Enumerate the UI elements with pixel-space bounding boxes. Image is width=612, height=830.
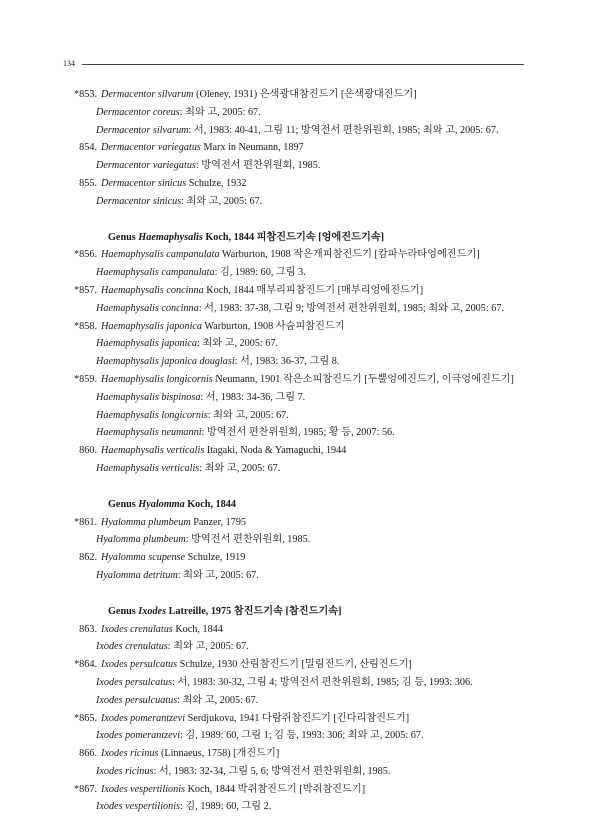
synonym-citation: : 김, 1989: 60, 그림 1; 김 등, 1993: 306; 최와 고, 2005: 67.	[180, 730, 424, 742]
species-number: 855.	[79, 177, 97, 189]
synonym-citation: : 서, 1983: 30-32, 그림 4; 방역전서 편찬위원회, 1985; 김 등, 1993: 306.	[172, 676, 473, 688]
species-authority: Warburton, 1908 작은개피참진드기 [캄파누라타엉에진드기]	[219, 249, 480, 261]
species-name: Dermacentor silvarum	[101, 89, 194, 100]
species-authority: (Linnaeus, 1758) [개진드기]	[158, 748, 280, 760]
synonym-name: Ixodes pomerantzevi	[96, 730, 181, 742]
species-entry	[63, 442, 553, 460]
synonym-name: Hyalomma detritum	[96, 569, 178, 581]
synonym-name: Ixodes crenulatus	[96, 641, 168, 653]
species-number: *867.	[74, 783, 97, 795]
synonym-name: Hyalomma plumbeum	[96, 534, 186, 546]
section-gap	[63, 211, 553, 229]
synonym-citation: : 최와 고, 2005: 67.	[197, 338, 279, 350]
synonym-citation: : 최와 고, 2005: 67.	[167, 641, 249, 653]
species-authority: Neumann, 1901 작은소피참진드기 [두뿔엉에진드기, 이극엉에진드기]	[212, 373, 514, 385]
species-authority: Schulze, 1919	[185, 552, 246, 564]
header-rule	[82, 64, 524, 65]
genus-authority: Latreille, 1975 참진드기속 [참진드기속]	[166, 605, 342, 617]
species-authority: Schulze, 1932	[186, 177, 247, 189]
species-number: *853.	[74, 89, 97, 100]
species-name: Ixodes persulcatus	[101, 659, 178, 671]
synonym-line	[63, 389, 553, 407]
synonym-name: Ixodes persulcatus	[96, 676, 173, 688]
synonym-line	[63, 424, 553, 442]
synonym-line	[63, 798, 553, 816]
synonym-name: Haemaphysalis japonica douglasi	[96, 356, 235, 368]
species-entry	[63, 282, 553, 300]
synonym-line	[63, 157, 553, 175]
species-entry	[63, 139, 553, 157]
species-number: *865.	[74, 712, 97, 724]
species-number: 854.	[79, 142, 97, 154]
synonym-citation: : 최와 고, 2005: 67.	[179, 106, 261, 118]
synonym-name: Haemaphysalis bispinosa	[96, 391, 201, 403]
synonym-line	[63, 692, 553, 710]
genus-prefix: Genus	[108, 231, 139, 243]
synonym-citation: : 방역전서 편찬위원회, 1985.	[185, 534, 311, 546]
synonym-citation: : 최와 고, 2005: 67.	[199, 462, 281, 474]
synonym-citation: : 서, 1983: 37-38, 그림 9; 방역전서 편찬위원회, 1985; 최와 고, 2005: 67.	[198, 302, 504, 314]
species-name: Hyalomma scupense	[101, 552, 186, 564]
synonym-citation: : 최와 고, 2005: 67.	[207, 409, 289, 421]
synonym-name: Ixodes vespertilionis	[96, 801, 181, 813]
synonym-line	[63, 727, 553, 745]
species-number: 863.	[79, 623, 97, 635]
page-number: 134	[63, 59, 75, 68]
synonym-name: Dermacentor sinicus	[96, 195, 182, 207]
species-entry	[63, 781, 553, 799]
species-name: Ixodes crenulatus	[101, 623, 173, 635]
species-number: 862.	[79, 552, 97, 564]
species-name: Hyalomma plumbeum	[101, 516, 191, 528]
synonym-citation: : 최와 고, 2005: 67.	[181, 195, 263, 207]
genus-heading	[63, 496, 553, 514]
species-authority: Koch, 1844	[172, 623, 223, 635]
synonym-line	[63, 567, 553, 585]
synonym-citation: : 방역전서 편찬위원회, 1985.	[195, 160, 321, 172]
species-name: Haemaphysalis concinna	[101, 284, 204, 296]
species-authority: (Oleney, 1931) 은색광대참진드기 [은색광대진드기]	[193, 89, 417, 100]
species-number: *861.	[74, 516, 97, 528]
species-authority: Marx in Neumann, 1897	[200, 142, 304, 154]
genus-name: Hyalomma	[138, 498, 185, 510]
synonym-name: Haemaphysalis campanulata	[96, 267, 215, 279]
synonym-line	[63, 763, 553, 781]
synonym-line	[63, 531, 553, 549]
synonym-citation: : 최와 고, 2005: 67.	[177, 694, 259, 706]
species-authority: Warburton, 1908 사슴피참진드기	[202, 320, 345, 332]
synonym-name: Ixodes ricinus	[96, 765, 154, 777]
section-gap	[63, 585, 553, 603]
genus-name: Ixodes	[138, 605, 167, 617]
genus-prefix: Genus	[108, 605, 139, 617]
species-name: Haemaphysalis longicornis	[101, 373, 213, 385]
species-entry	[63, 514, 553, 532]
species-authority: Panzer, 1795	[190, 516, 247, 528]
species-entry	[63, 318, 553, 336]
genus-prefix: Genus	[108, 498, 139, 510]
species-name: Ixodes pomerantzevi	[101, 712, 186, 724]
species-number: *864.	[74, 659, 97, 671]
species-number: *856.	[74, 249, 97, 261]
synonym-name: Ixodes persulcuatus	[96, 694, 178, 706]
synonym-name: Dermacentor variegatus	[96, 160, 196, 172]
species-number: *858.	[74, 320, 97, 332]
synonym-citation: : 방역전서 편찬위원회, 1985; 황 등, 2007: 56.	[201, 427, 395, 439]
synonym-citation: : 김, 1989: 60, 그림 3.	[214, 267, 306, 279]
species-entry	[63, 745, 553, 763]
synonym-line	[63, 674, 553, 692]
synonym-line	[63, 104, 553, 122]
species-entry	[63, 549, 553, 567]
synonym-citation: : 김, 1989: 60, 그림 2.	[180, 801, 272, 813]
species-entry	[63, 371, 553, 389]
synonym-line	[63, 353, 553, 371]
species-name: Haemaphysalis japonica	[101, 320, 203, 332]
species-number: *859.	[74, 373, 97, 385]
genus-authority: Koch, 1844	[184, 498, 236, 510]
synonym-citation: : 서, 1983: 32-34, 그림 5, 6; 방역전서 편찬위원회, 1985.	[153, 765, 391, 777]
synonym-line	[63, 460, 553, 478]
synonym-name: Haemaphysalis longicornis	[96, 409, 208, 421]
species-authority: Schulze, 1930 산림참진드기 [밀림진드기, 산림진드기]	[177, 659, 412, 671]
species-authority: Serdjukova, 1941 다람쥐참진드기 [긴다리참진드기]	[185, 712, 410, 724]
species-authority: Koch, 1844 박쥐참진드기 [박쥐참진드기]	[185, 783, 366, 795]
synonym-name: Haemaphysalis concinna	[96, 302, 199, 314]
synonym-citation: : 서, 1983: 34-36, 그림 7.	[200, 391, 306, 403]
synonym-line	[63, 193, 553, 211]
synonym-name: Dermacentor silvarum	[96, 124, 189, 136]
species-list	[63, 86, 553, 816]
species-name: Ixodes vespertilionis	[101, 783, 186, 795]
section-gap	[63, 478, 553, 496]
species-authority: Koch, 1844 매부리피참진드기 [매부리엉에진드기]	[203, 284, 424, 296]
species-entry	[63, 175, 553, 193]
synonym-name: Haemaphysalis neumanni	[96, 427, 202, 439]
species-number: *857.	[74, 284, 97, 296]
synonym-name: Haemaphysalis verticalis	[96, 462, 200, 474]
synonym-name: Haemaphysalis japonica	[96, 338, 198, 350]
species-name: Dermacentor variegatus	[101, 142, 201, 154]
species-name: Haemaphysalis verticalis	[101, 445, 205, 457]
species-entry	[63, 86, 553, 104]
synonym-line	[63, 300, 553, 318]
species-entry	[63, 710, 553, 728]
species-entry	[63, 656, 553, 674]
species-name: Ixodes ricinus	[101, 748, 159, 760]
synonym-citation: : 서, 1983: 40-41, 그림 11; 방역전서 편찬위원회, 1985; 최와 고, 2005: 67.	[188, 124, 499, 136]
genus-name: Haemaphysalis	[138, 231, 203, 243]
species-name: Haemaphysalis campanulata	[101, 249, 220, 261]
species-number: 860.	[79, 445, 97, 457]
synonym-line	[63, 122, 553, 140]
species-entry	[63, 621, 553, 639]
synonym-line	[63, 638, 553, 656]
synonym-citation: : 최와 고, 2005: 67.	[177, 569, 259, 581]
genus-heading	[63, 603, 553, 621]
synonym-line	[63, 335, 553, 353]
synonym-name: Dermacentor coreus	[96, 106, 180, 118]
genus-heading	[63, 229, 553, 247]
species-number: 866.	[79, 748, 97, 760]
synonym-citation: : 서, 1983: 36-37, 그림 8.	[234, 356, 340, 368]
synonym-line	[63, 407, 553, 425]
species-name: Dermacentor sinicus	[101, 177, 187, 189]
species-authority: Itagaki, Noda & Yamaguchi, 1944	[204, 445, 347, 457]
species-entry	[63, 246, 553, 264]
genus-authority: Koch, 1844 피참진드기속 [엉에진드기속]	[202, 231, 385, 243]
synonym-line	[63, 264, 553, 282]
